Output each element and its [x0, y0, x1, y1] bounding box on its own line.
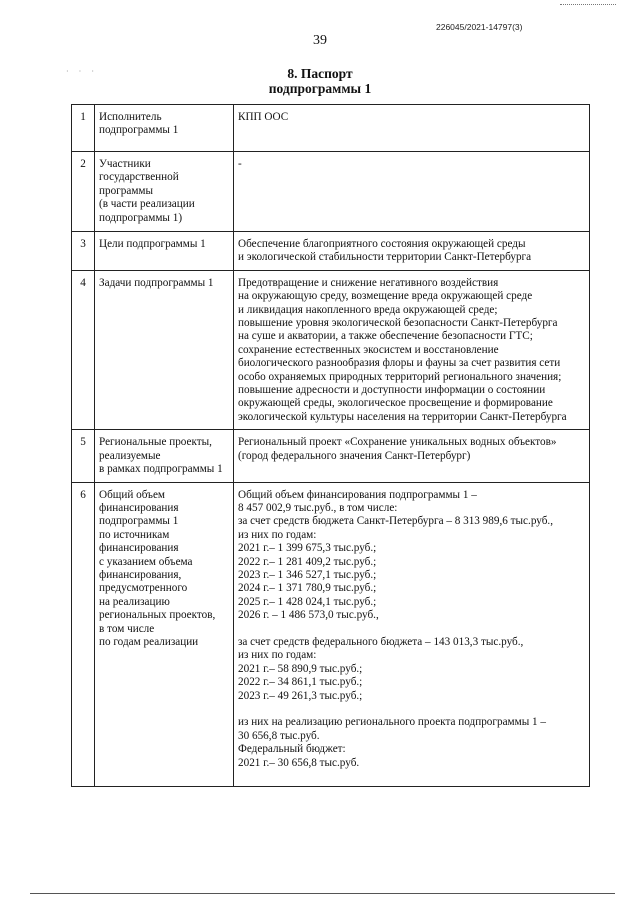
value-line: за счет средств бюджета Санкт-Петербурга – 8 313 989,6 тыс.руб., [238, 515, 554, 528]
name-line: в рамках подпрограммы 1 [99, 463, 223, 476]
name-line: Участники [99, 158, 151, 170]
value-line: 2023 г.– 49 261,3 тыс.руб.; [238, 689, 363, 702]
value-line: (город федерального значения Санкт-Петербург) [238, 449, 471, 462]
value-line [238, 703, 585, 716]
name-line: подпрограммы 1 [99, 124, 179, 137]
name-line: по источникам [99, 528, 170, 541]
value-line: 2023 г.– 1 346 527,1 тыс.руб.; [238, 568, 377, 581]
value-line: и ликвидация накопленного вреда окружающей среде; [238, 303, 498, 316]
value-line: за счет средств федерального бюджета – 143 013,3 тыс.руб., [238, 635, 524, 648]
row-parameter-name [95, 430, 234, 482]
row-number: 2 [72, 152, 95, 232]
name-line: (в части реализации [99, 198, 195, 211]
value-line: Обеспечение благоприятного состояния окружающей среды [238, 238, 526, 250]
name-line: программы [99, 184, 153, 197]
row-number: 5 [72, 430, 95, 482]
value-line: экологической культуры населения на территории Санкт-Петербурга [238, 410, 567, 423]
value-line: из них по годам: [238, 528, 317, 541]
table-row [72, 482, 590, 786]
row-parameter-value [234, 152, 590, 232]
document-code: 226045/2021-14797(3) [436, 22, 523, 32]
value-line [238, 623, 585, 636]
value-line: на суше и акватории, а также обеспечение безопасности ГТС; [238, 330, 533, 343]
name-line: Региональные проекты, [99, 436, 212, 449]
table-row [72, 152, 590, 232]
value-line: повышение адресности и доступности информации о состоянии [238, 384, 546, 397]
row-parameter-value [234, 105, 590, 152]
name-line: предусмотренного [99, 582, 188, 595]
page-title [0, 66, 640, 96]
name-line: в том числе [99, 622, 155, 635]
name-line: на реализацию [99, 595, 170, 608]
name-line: Общий объем [99, 488, 165, 501]
value-line: 2024 г.– 1 371 780,9 тыс.руб.; [238, 582, 377, 595]
row-number: 6 [72, 482, 95, 786]
row-parameter-value [234, 232, 590, 271]
passport-table-body [72, 105, 590, 787]
table-row [72, 105, 590, 152]
value-line: 2022 г.– 34 861,1 тыс.руб.; [238, 676, 363, 689]
value-line: Предотвращение и снижение негативного воздействия [238, 276, 499, 289]
title-line-2: подпрограммы 1 [268, 81, 372, 96]
scan-dots: · · · [66, 67, 98, 76]
value-line: 2021 г.– 1 399 675,3 тыс.руб.; [238, 542, 377, 555]
name-line: Цели подпрограммы 1 [99, 238, 206, 250]
value-line: и экологической стабильности территории Санкт-Петербурга [238, 251, 532, 264]
name-line: подпрограммы 1) [99, 211, 183, 224]
value-line: Региональный проект «Сохранение уникальных водных объектов» [238, 436, 557, 449]
name-line: по годам реализации [99, 635, 199, 648]
value-line: 2025 г.– 1 428 024,1 тыс.руб.; [238, 595, 377, 608]
value-line: 2021 г.– 30 656,8 тыс.руб. [238, 756, 360, 769]
value-line: сохранение естественных экосистем и восстановление [238, 343, 499, 356]
scan-mark [560, 4, 616, 5]
name-line: Исполнитель [99, 111, 162, 123]
name-line: с указанием объема [99, 555, 193, 568]
value-line: из них на реализацию регионального проекта подпрограммы 1 – [238, 716, 546, 729]
row-number: 3 [72, 232, 95, 271]
table-row [72, 232, 590, 271]
name-line: региональных проектов, [99, 609, 216, 622]
value-line: 8 457 002,9 тыс.руб., в том числе: [238, 501, 398, 514]
row-parameter-value [234, 270, 590, 429]
name-line: реализуемые [99, 449, 161, 462]
row-number: 4 [72, 270, 95, 429]
row-parameter-name [95, 270, 234, 429]
value-line: повышение уровня экологической безопасности Санкт-Петербурга [238, 317, 558, 330]
value-line: Общий объем финансирования подпрограммы 1 – [238, 488, 477, 501]
row-parameter-value [234, 482, 590, 786]
table-row [72, 270, 590, 429]
row-number: 1 [72, 105, 95, 152]
value-line: - [238, 158, 242, 170]
value-line: окружающей среды, экологическое просвещение и формирование [238, 397, 553, 410]
name-line: подпрограммы 1 [99, 515, 179, 528]
title-line-1: 8. Паспорт [287, 66, 353, 81]
value-line: КПП ООС [238, 111, 289, 123]
value-line: особо охраняемых природных территорий регионального значения; [238, 370, 562, 383]
footer-divider [30, 893, 615, 894]
value-line: из них по годам: [238, 649, 317, 662]
value-line: 30 656,8 тыс.руб. [238, 729, 320, 742]
row-parameter-name [95, 232, 234, 271]
value-line: 2026 г. – 1 486 573,0 тыс.руб., [238, 609, 379, 622]
value-line: 2021 г.– 58 890,9 тыс.руб.; [238, 662, 363, 675]
name-line: финансирования [99, 501, 179, 514]
value-line: Федеральный бюджет: [238, 743, 346, 756]
row-parameter-name [95, 152, 234, 232]
name-line: финансирования, [99, 568, 182, 581]
name-line: Задачи подпрограммы 1 [99, 276, 214, 289]
name-line: государственной [99, 171, 179, 184]
row-parameter-value [234, 430, 590, 482]
passport-table [71, 104, 590, 787]
name-line: финансирования [99, 542, 179, 555]
value-line: 2022 г.– 1 281 409,2 тыс.руб.; [238, 555, 377, 568]
row-parameter-name [95, 482, 234, 786]
table-row [72, 430, 590, 482]
value-line: биологического разнообразия флоры и фауны за счет развития сети [238, 357, 561, 370]
row-parameter-name [95, 105, 234, 152]
page-number: 39 [313, 33, 327, 48]
value-line: на окружающую среду, возмещение вреда окружающей среде [238, 290, 533, 303]
